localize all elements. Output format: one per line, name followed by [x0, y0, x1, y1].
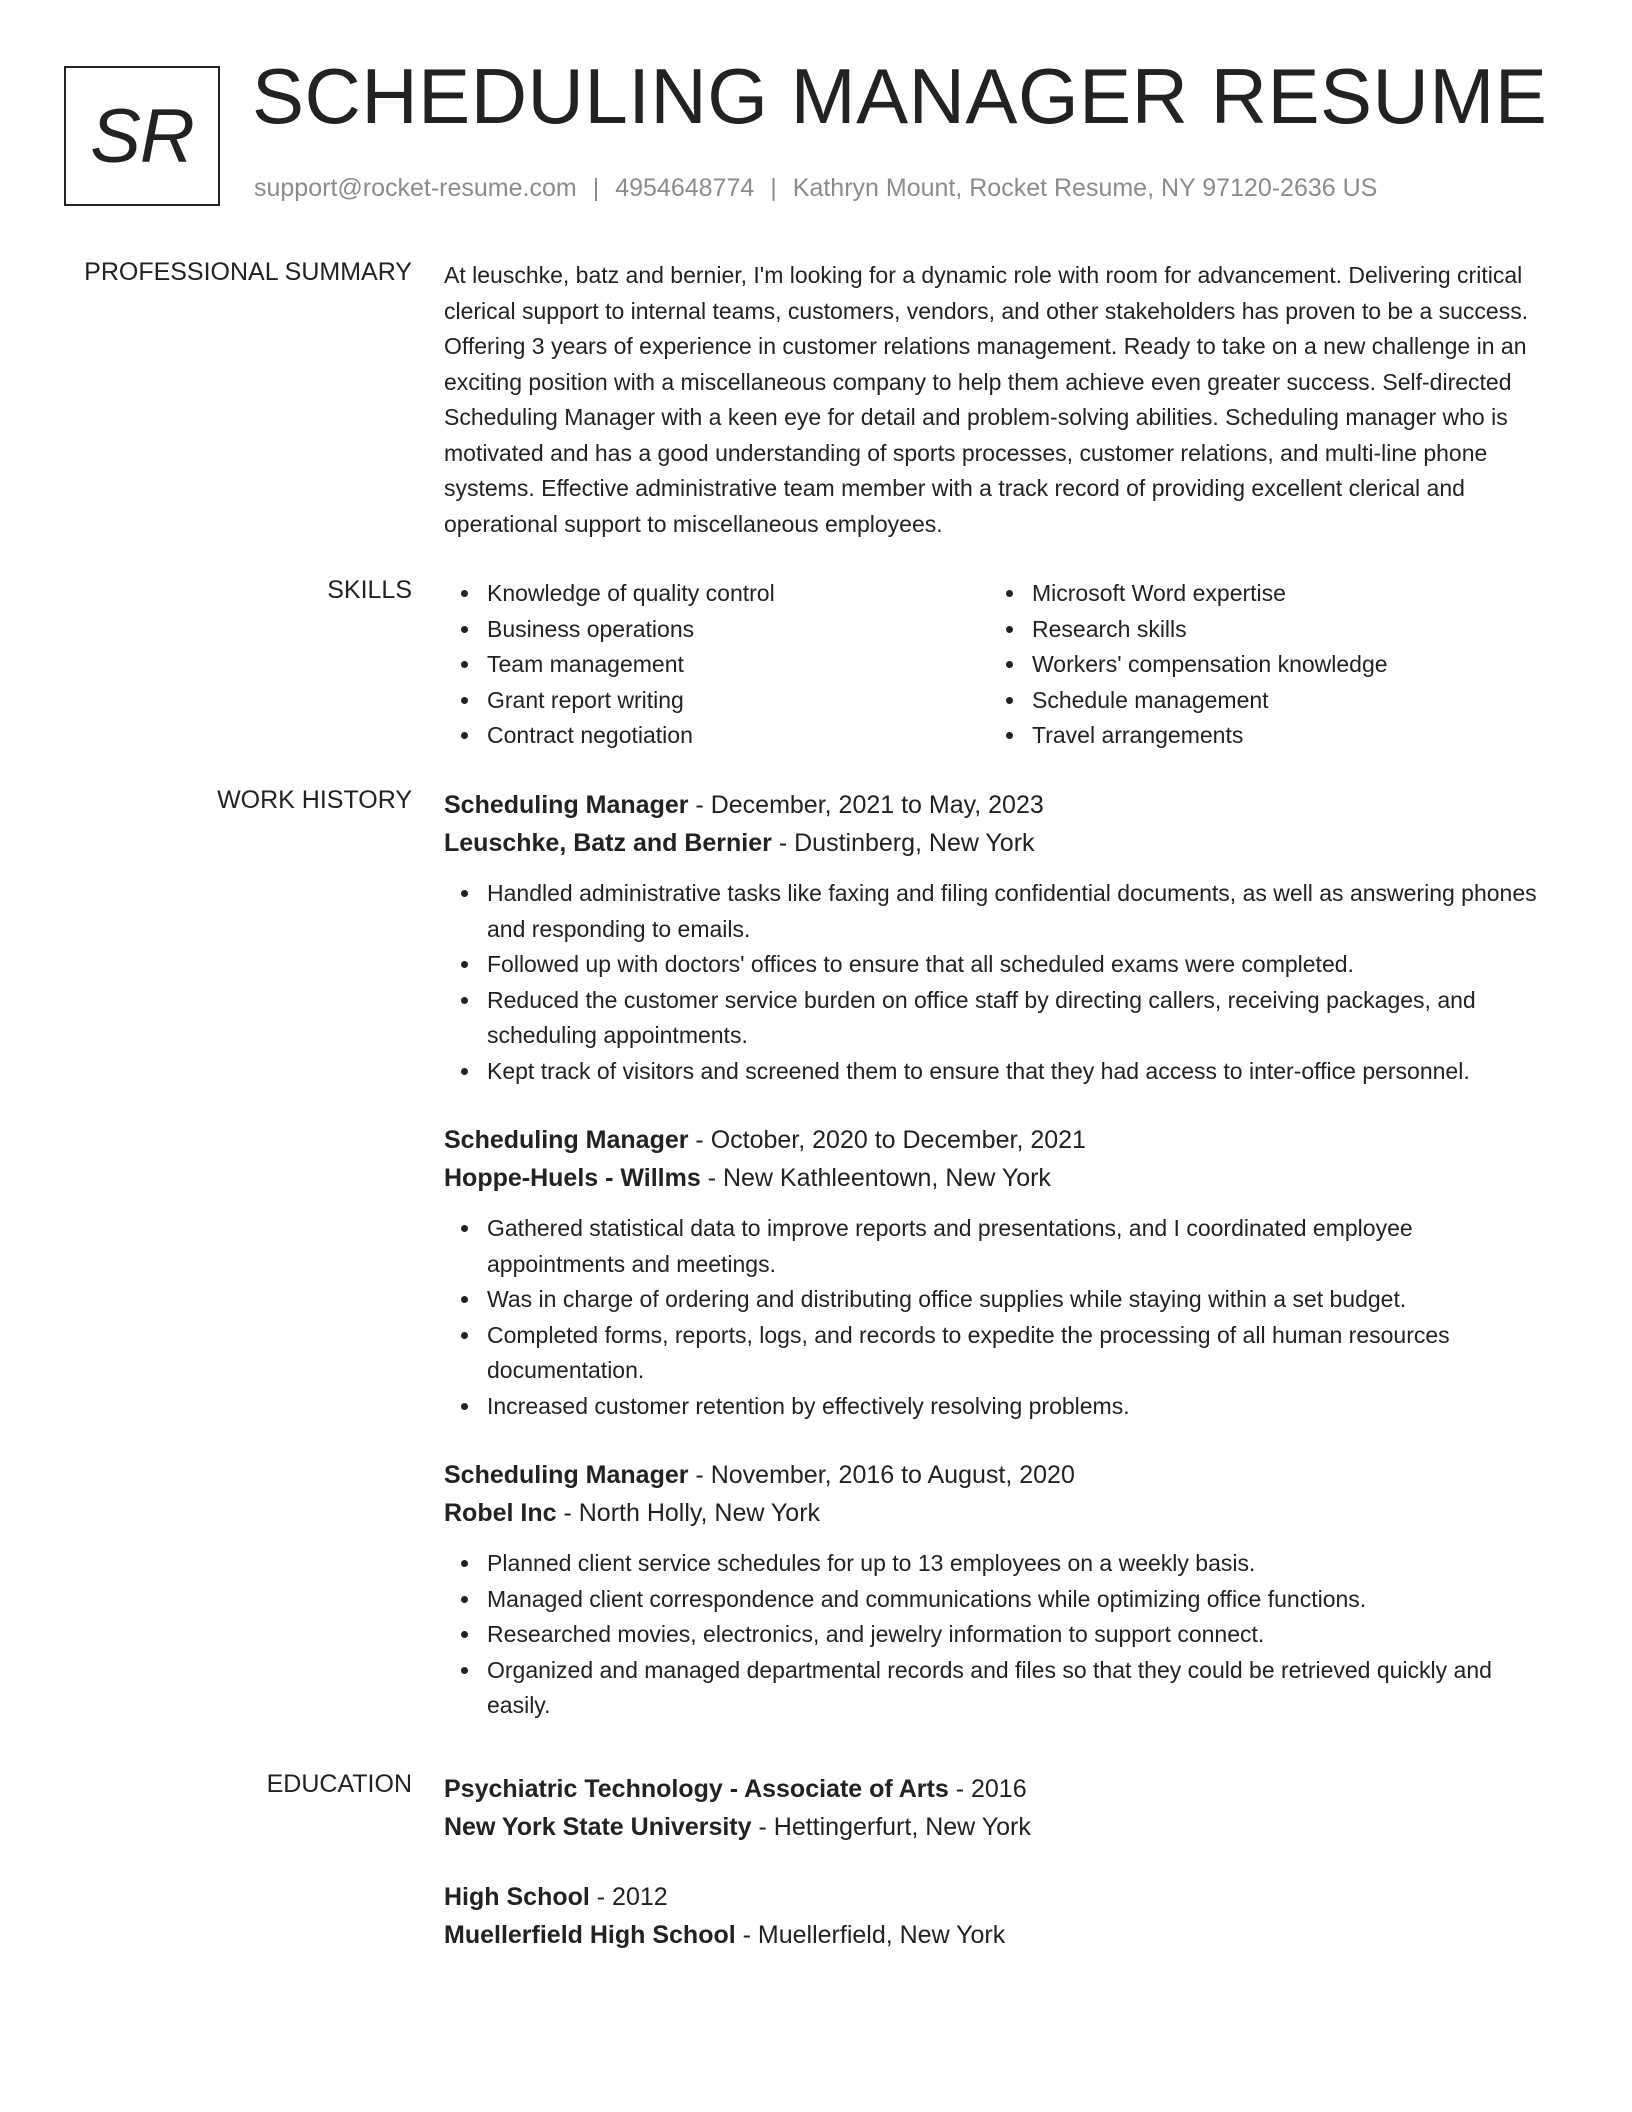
- contact-address: Kathryn Mount, Rocket Resume, NY 97120-2636 US: [792, 174, 1378, 202]
- job-title: Scheduling Manager: [444, 1461, 689, 1489]
- resume-title: SCHEDULING MANAGER RESUME: [252, 52, 1548, 140]
- job-bullet: Gathered statistical data to improve reports and presentations, and I coordinated employee appointments and meetings.: [444, 1211, 1554, 1282]
- job-dates: December, 2021 to May, 2023: [710, 791, 1044, 819]
- job-location: Dustinberg, New York: [794, 829, 1035, 857]
- skills-list-left: [444, 576, 989, 754]
- dash: -: [556, 1499, 579, 1527]
- contact-phone[interactable]: 4954648774: [615, 174, 755, 202]
- skill-item: Team management: [444, 647, 989, 683]
- dash: -: [751, 1813, 774, 1841]
- dash: -: [688, 1461, 711, 1489]
- section-label-work-history: WORK HISTORY: [217, 786, 412, 814]
- section-label-summary: PROFESSIONAL SUMMARY: [84, 258, 412, 286]
- job-location: North Holly, New York: [578, 1499, 821, 1527]
- section-label-education: EDUCATION: [266, 1770, 412, 1798]
- job-entry: [444, 786, 1554, 1089]
- job-entry: [444, 1121, 1554, 1424]
- education-year: 2016: [970, 1775, 1027, 1803]
- job-entry: [444, 1456, 1554, 1724]
- dash: -: [948, 1775, 971, 1803]
- contact-line: [254, 174, 1377, 203]
- dash: -: [771, 829, 795, 857]
- skill-item: Contract negotiation: [444, 718, 989, 754]
- skill-item: Research skills: [989, 612, 1534, 648]
- dash: -: [700, 1164, 723, 1192]
- job-bullet: Handled administrative tasks like faxing and filing confidential documents, as well as answering phones and responding to emails.: [444, 876, 1554, 947]
- skill-item: Knowledge of quality control: [444, 576, 989, 612]
- skill-item: Microsoft Word expertise: [989, 576, 1534, 612]
- education-school: New York State University: [444, 1813, 752, 1841]
- job-company: Robel Inc: [444, 1499, 557, 1527]
- education-degree: High School: [444, 1883, 590, 1911]
- job-location: New Kathleentown, New York: [722, 1164, 1051, 1192]
- dash: -: [688, 791, 711, 819]
- education-location: Muellerfield, New York: [757, 1921, 1006, 1949]
- job-company: Leuschke, Batz and Bernier: [444, 829, 772, 857]
- job-dates: October, 2020 to December, 2021: [710, 1126, 1086, 1154]
- education-entry: [444, 1878, 1554, 1954]
- skill-item: Schedule management: [989, 683, 1534, 719]
- job-bullets: [444, 1546, 1554, 1724]
- contact-separator: |: [770, 174, 777, 202]
- skill-item: Workers' compensation knowledge: [989, 647, 1534, 683]
- education-degree: Psychiatric Technology - Associate of Arts: [444, 1775, 949, 1803]
- skill-item: Travel arrangements: [989, 718, 1534, 754]
- job-bullet: Kept track of visitors and screened them to ensure that they had access to inter-office personnel.: [444, 1054, 1554, 1090]
- job-company: Hoppe-Huels - Willms: [444, 1164, 701, 1192]
- job-bullet: Was in charge of ordering and distributing office supplies while staying within a set budget.: [444, 1282, 1554, 1318]
- job-title: Scheduling Manager: [444, 1126, 689, 1154]
- job-bullets: [444, 1211, 1554, 1424]
- education-entry: [444, 1770, 1554, 1846]
- dash: -: [589, 1883, 613, 1911]
- job-bullet: Managed client correspondence and communications while optimizing office functions.: [444, 1582, 1554, 1618]
- job-bullet: Planned client service schedules for up to 13 employees on a weekly basis.: [444, 1546, 1554, 1582]
- job-bullet: Researched movies, electronics, and jewelry information to support connect.: [444, 1617, 1554, 1653]
- job-bullets: [444, 876, 1554, 1089]
- job-dates: November, 2016 to August, 2020: [710, 1461, 1075, 1489]
- contact-separator: |: [592, 174, 600, 202]
- job-bullet: Increased customer retention by effectively resolving problems.: [444, 1389, 1554, 1425]
- monogram-logo: SR: [64, 66, 220, 206]
- job-bullet: Reduced the customer service burden on office staff by directing callers, receiving packages, and scheduling appointments.: [444, 983, 1554, 1054]
- education-year: 2012: [612, 1883, 668, 1911]
- job-bullet: Organized and managed departmental records and files so that they could be retrieved quickly and easily.: [444, 1653, 1554, 1724]
- education-school: Muellerfield High School: [444, 1921, 736, 1949]
- section-label-skills: SKILLS: [327, 576, 412, 604]
- skills-list-right: [989, 576, 1534, 754]
- skill-item: Business operations: [444, 612, 989, 648]
- job-title: Scheduling Manager: [444, 791, 689, 819]
- dash: -: [688, 1126, 711, 1154]
- summary-text: At leuschke, batz and bernier, I'm looking for a dynamic role with room for advancement. Delivering critical clerical support to internal teams, customers, vendors, and other stakeholders has proven to be a success. Offering 3 years of experience in customer relations management. Ready to take on a new challenge in an exciting position with a miscellaneous company to help them achieve even greater success. Self-directed Scheduling Manager with a keen eye for detail and problem-solving abilities. Scheduling manager who is motivated and has a good understanding of sports processes, customer relations, and multi-line phone systems. Effective administrative team member with a track record of providing excellent clerical and operational support to miscellaneous employees.: [444, 262, 1529, 537]
- education-location: Hettingerfurt, New York: [773, 1813, 1031, 1841]
- job-bullet: Completed forms, reports, logs, and records to expedite the processing of all human resources documentation.: [444, 1318, 1554, 1389]
- job-bullet: Followed up with doctors' offices to ensure that all scheduled exams were completed.: [444, 947, 1554, 983]
- skill-item: Grant report writing: [444, 683, 989, 719]
- contact-email[interactable]: support@rocket-resume.com: [254, 174, 577, 202]
- dash: -: [735, 1921, 758, 1949]
